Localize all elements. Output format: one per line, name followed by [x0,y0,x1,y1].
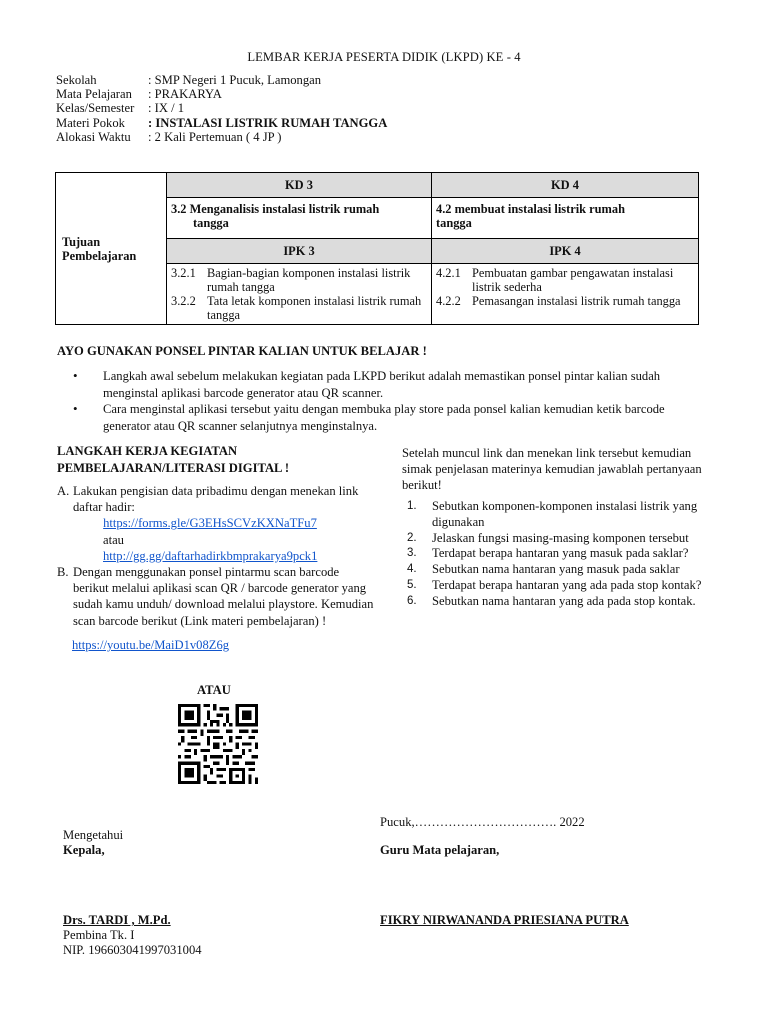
question-number: 5. [407,578,417,591]
ayo-heading: AYO GUNAKAN PONSEL PINTAR KALIAN UNTUK BELAJAR ! [57,344,427,358]
kd3-line1: 3.2 Menganalisis instalasi listrik rumah [171,202,380,216]
info-value: : IX / 1 [148,101,185,116]
ipk4-cell [432,264,699,325]
step-a [57,483,377,564]
step-b-text: Dengan menggunakan ponsel pintarmu scan barcode berikut melalui aplikasi scan QR / barcode generator yang sudah kamu unduh/ download melalui playstore. Kemudian scan barcode berikut (Link materi pembelajaran) ! [73,565,374,628]
step-letter: A. [57,484,70,498]
kd4-line1: 4.2 membuat instalasi listrik rumah [436,202,625,216]
langkah-heading-line1: LANGKAH KERJA KEGIATAN [57,444,238,458]
atau-label: ATAU [197,683,231,697]
ipk4-header: IPK 4 [432,239,699,264]
question-number: 2. [407,531,417,544]
info-label: Materi Pokok [56,115,125,130]
ipk-item [436,266,694,294]
ipk-num: 3.2.2 [171,294,196,308]
info-row-sekolah [56,73,387,87]
question-text: Sebutkan komponen-komponen instalasi listrik yang digunakan [432,499,698,529]
ipk-num: 4.2.2 [436,294,461,308]
info-row-alokasi [56,130,387,144]
qr-code-icon[interactable] [172,704,264,784]
ipk-num: 4.2.1 [436,266,461,280]
step-letter: B. [57,565,69,580]
langkah-steps [57,483,377,653]
kepala-nip: NIP. 196603041997031004 [63,943,202,957]
guru-signature-block [380,913,629,928]
langkah-heading [57,443,289,477]
kepala-name: Drs. TARDI , M.Pd. [63,913,171,927]
question-text: Sebutkan nama hantaran yang masuk pada saklar [432,562,680,577]
ipk-item [436,294,694,308]
question-text: Sebutkan nama hantaran yang ada pada stop kontak. [432,593,696,608]
kepala-role: Kepala, [63,843,105,857]
question-item [404,546,704,562]
kd3-header: KD 3 [167,173,432,198]
kepala-signature-block [63,913,202,958]
tujuan-label: Tujuan Pembelajaran [62,234,137,263]
ipk-item [171,294,427,322]
question-text: Terdapat berapa hantaran yang ada pada stop kontak? [432,577,702,592]
list-item [73,401,713,434]
info-block [56,73,387,144]
question-item [404,578,704,594]
info-row-mapel [56,87,387,101]
question-list [404,499,704,610]
question-number: 1. [407,500,417,512]
info-row-materi [56,116,387,130]
info-row-kelas [56,101,387,115]
place-date: Pucuk,……………………………. 2022 [380,815,585,829]
kepala-rank: Pembina Tk. I [63,928,135,942]
info-label: Mata Pelajaran [56,87,132,102]
step-a-or: atau [103,532,124,547]
info-value: : PRAKARYA [148,87,222,102]
kd4-line2: tangga [436,216,472,230]
daftar-hadir-link-1[interactable]: https://forms.gle/G3EHsSCVzKXNaTFu7 [103,516,317,531]
guru-name: FIKRY NIRWANANDA PRIESIANA PUTRA [380,913,629,927]
step-a-text: Lakukan pengisian data pribadimu dengan menekan link daftar hadir: [73,484,359,515]
list-item [73,368,713,401]
ipk3-header: IPK 3 [167,239,432,264]
kd3-line2: tangga [193,216,229,230]
objectives-table [55,172,699,325]
document-title: LEMBAR KERJA PESERTA DIDIK (LKPD) KE - 4 [247,50,521,64]
mengetahui-caption: Mengetahui [63,828,124,842]
kd4-header: KD 4 [432,173,699,198]
tujuan-cell [56,173,167,325]
step-b [57,564,377,629]
info-value: : SMP Negeri 1 Pucuk, Lamongan [148,73,322,87]
bullet-icon: • [73,401,78,416]
question-text: Jelaskan fungsi masing-masing komponen tersebut [432,530,689,545]
bullet-text: Cara menginstal aplikasi tersebut yaitu dengan membuka play store pada ponsel kalian kemudian ketik barcode generator atau QR scanner selanjutnya menginstalnya. [103,402,665,433]
question-text: Terdapat berapa hantaran yang masuk pada saklar? [432,546,689,561]
question-item [404,594,704,610]
ipk3-cell [167,264,432,325]
kd3-cell [167,198,432,239]
ipk-text: Pembuatan gambar pengawatan instalasi listrik sederha [472,266,674,294]
question-item [404,562,704,578]
langkah-heading-line2: PEMBELAJARAN/LITERASI DIGITAL ! [57,461,290,475]
question-item [404,499,704,531]
question-number: 3. [407,547,417,560]
info-label: Kelas/Semester [56,101,135,116]
ipk-item [171,266,427,294]
guru-role: Guru Mata pelajaran, [380,843,500,857]
ipk-text: Bagian-bagian komponen instalasi listrik rumah tangga [207,266,411,294]
question-item [404,531,704,547]
right-intro: Setelah muncul link dan menekan link tersebut kemudian simak penjelasan materinya kemudian jawablah pertanyaan berikut! [402,446,702,492]
bullet-text: Langkah awal sebelum melakukan kegiatan pada LKPD berikut adalah memastikan ponsel pintar kalian sudah menginstal aplikasi barcode generator atau QR scanner. [103,369,661,400]
ipk-text: Pemasangan instalasi listrik rumah tangga [472,294,681,308]
bullet-icon: • [73,368,78,383]
info-label: Sekolah [56,73,97,87]
daftar-hadir-link-2[interactable]: http://gg.gg/daftarhadirkbmprakarya9pck1 [103,548,318,563]
ipk-text: Tata letak komponen instalasi listrik rumah tangga [207,294,422,322]
info-label: Alokasi Waktu [56,129,131,144]
ayo-bullet-list [73,368,713,434]
kd4-cell [432,198,699,239]
info-value: : INSTALASI LISTRIK RUMAH TANGGA [148,115,388,130]
youtube-link[interactable]: https://youtu.be/MaiD1v08Z6g [72,637,230,652]
question-number: 6. [407,594,417,607]
info-value: : 2 Kali Pertemuan ( 4 JP ) [148,129,282,144]
ipk-num: 3.2.1 [171,266,196,280]
question-number: 4. [407,563,417,576]
